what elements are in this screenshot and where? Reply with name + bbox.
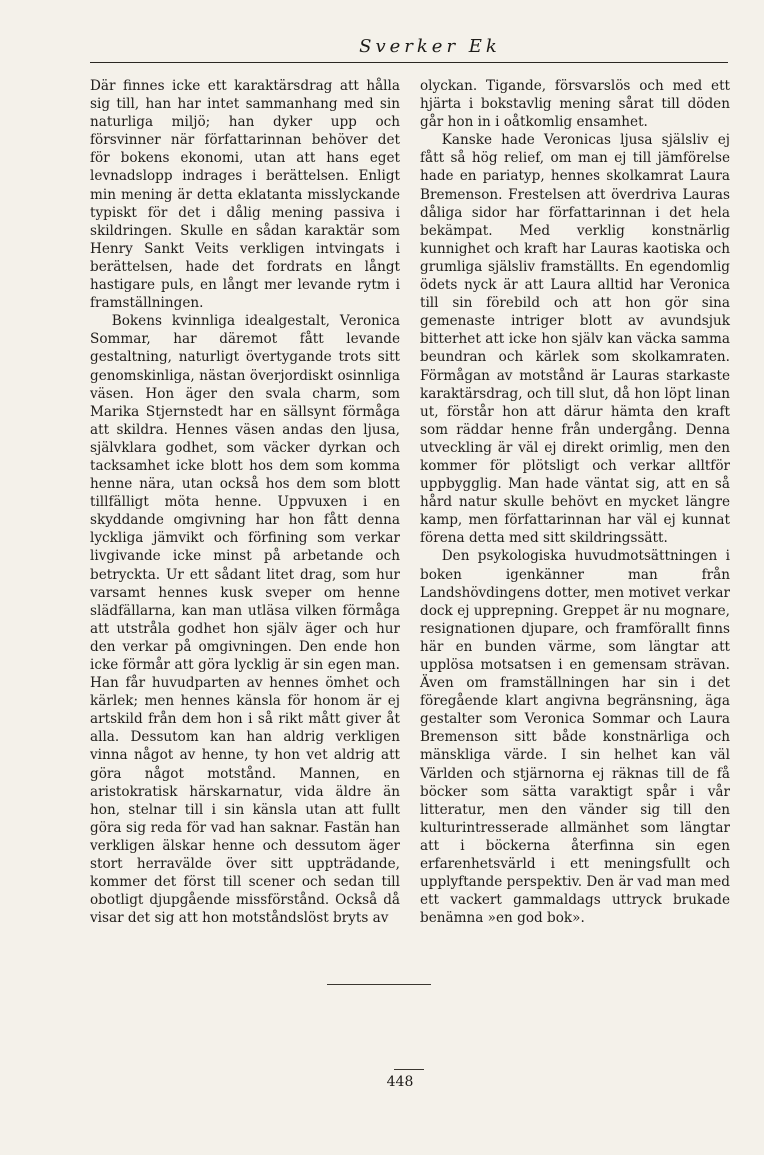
running-header-author: Sverker Ek xyxy=(359,36,501,57)
right-column xyxy=(420,77,730,927)
left-column xyxy=(90,77,400,927)
paragraph: olyckan. Tigande, försvarslös och med ett hjärta i bokstavlig mening sårat till döden går hon in i oåtkomlig ensamhet. xyxy=(420,78,730,131)
page-number: 448 xyxy=(386,1074,414,1090)
paragraph: Den psykologiska huvudmotsättningen i boken igenkänner man från Landshövdingens dotter, men motivet verkar dock ej upprepning. Greppet är nu mognare, resignationen djupare, och framförallt finns här en bunden värme, som längtar att upplösa motsatsen i en gemensam strävan. Även om framställningen har sin i det föregående klart angivna begränsning, äga gestalter som Veronica Sommar och Laura Bremenson sitt både konstnärliga och mänskliga värde. I sin helhet kan väl Världen och stjärnorna ej räknas till de få böcker som sätta varaktigt spår i vår litteratur, men den vänder sig till den kulturintresserade allmänhet som längtar att i böckerna återfinna sin egen erfarenhetsvärld i ett meningsfullt och upplyftande perspektiv. Den är vad man med ett vackert gammaldags uttryck brukade benämna »en god bok». xyxy=(420,548,730,927)
header-rule xyxy=(90,62,728,63)
paragraph: Där finnes icke ett karaktärsdrag att hålla sig till, han har intet sammanhang med sin naturliga miljö; han dyker upp och försvinner när författarinnan behöver det för bokens ekonomi, utan att hans eget levnadslopp indrages i berättelsen. Enligt min mening är detta eklatanta misslyckande typiskt för det i dålig mening passiva i skildringen. Skulle en sådan karaktär som Henry Sankt Veits verkligen intvingats i berättelsen, hade det fordrats en långt hastigare puls, en långt mer levande rytm i framställningen. xyxy=(90,78,400,312)
article-end-rule xyxy=(327,984,431,985)
page-number-rule xyxy=(394,1069,424,1070)
paragraph: Bokens kvinnliga idealgestalt, Veronica Sommar, har däremot fått levande gestaltning, naturligt övertygande trots sitt genomskinliga, nästan överjordiskt osinnliga väsen. Hon äger den svala charm, som Marika Stjernstedt har en sällsynt förmåga att skildra. Hennes väsen andas den ljusa, självklara godhet, som väcker dyrkan och tacksamhet icke blott hos dem som komma henne nära, utan också hos dem som blott tillfälligt möta henne. Uppvuxen i en skyddande omgivning har hon fått denna lyckliga jämvikt och förfining som verkar livgivande icke minst på arbetande och betryckta. Ur ett sådant litet drag, som hur varsamt hennes kusk sveper om henne slädfällarna, kan man utläsa vilken förmåga att utstråla godhet hon själv äger och hur den verkar på omgivningen. Den ende hon icke förmår att göra lycklig är sin egen man. Han får huvudparten av hennes ömhet och kärlek; men hennes känsla för honom är ej artskild från dem hon i så rikt mått giver åt alla. Dessutom kan han aldrig verkligen vinna något av henne, ty hon vet aldrig att göra något motstånd. Mannen, en aristokratisk härskarnatur, vida äldre än hon, stelnar till i sin känsla utan att fullt göra sig reda för vad han saknar. Fastän han verkligen älskar henne och dessutom äger stort herravälde över sitt uppträdande, kommer det först till scener och sedan till obotligt djupgående missförstånd. Också då visar det sig att hon motståndslöst bryts av xyxy=(90,313,400,927)
paragraph: Kanske hade Veronicas ljusa själsliv ej fått så hög relief, om man ej till jämförelse hade en pariatyp, hennes skolkamrat Laura Bremenson. Frestelsen att överdriva Lauras dåliga sidor har författarinnan i det hela bekämpat. Med verklig konstnärlig kunnighet och kraft har Lauras kaotiska och grumliga själsliv framställts. En egendomlig ödets nyck är att Laura alltid har Veronica till sin förebild och att hon gör sina gemenaste intriger blott av avundsjuk bitterhet att icke hon själv kan väcka samma beundran och kärlek som skolkamraten. Förmågan av motstånd är Lauras starkaste karaktärsdrag, och till slut, då hon löpt linan ut, förstår hon att därur hämta den kraft som räddar henne från undergång. Denna utveckling är väl ej direkt orimlig, men den kommer för plötsligt och verkar alltför uppbygglig. Man hade väntat sig, att en så hård natur skulle behövt en mycket längre kamp, men författarinnan har väl ej kunnat förena detta med sitt skildringssätt. xyxy=(420,132,730,547)
